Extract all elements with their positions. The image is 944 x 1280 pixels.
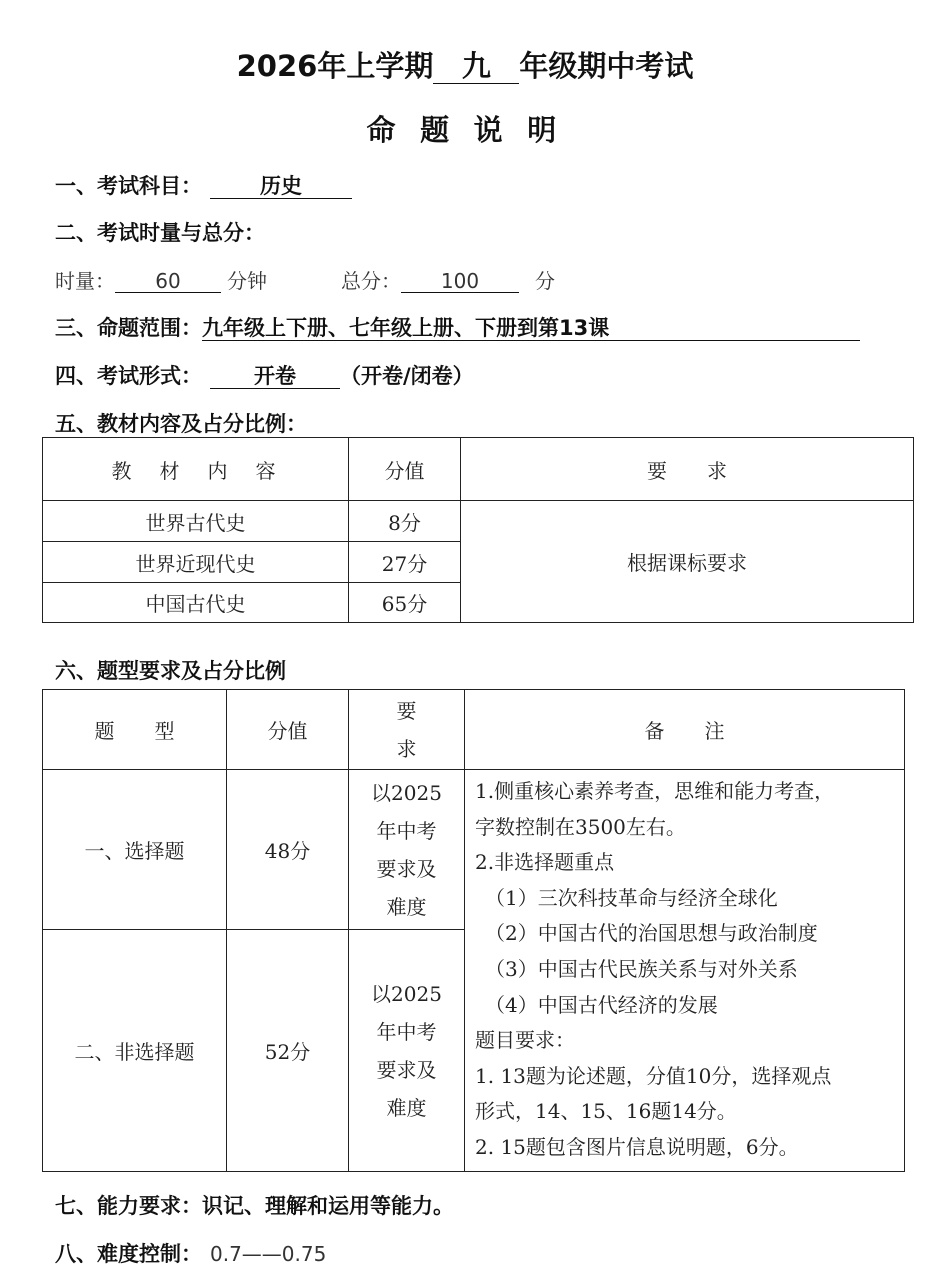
score-cell: 8分 [349, 501, 461, 542]
header-score: 分值 [349, 438, 461, 501]
section-scope [55, 312, 860, 342]
header-score: 分值 [227, 690, 349, 770]
notes-cell [465, 770, 905, 1172]
section5-label: 五、教材内容及占分比例： [55, 412, 307, 436]
header-req-line1: 要 [396, 698, 417, 723]
scope-value: 九年级上下册、七年级上册、下册到第13课 [202, 317, 860, 341]
score-cell: 52分 [227, 930, 349, 1172]
title-prefix: 2026年上学期 [236, 49, 434, 83]
difficulty-value: 0.7——0.75 [210, 1242, 327, 1266]
note-line: 1. 13题为论述题，分值10分，选择观点 [475, 1063, 832, 1088]
header-requirement [349, 690, 465, 770]
note-line: 字数控制在3500左右。 [475, 814, 686, 839]
time-value: 60 [115, 270, 221, 293]
table-row [43, 501, 914, 542]
req-line: 年中考 [376, 1019, 437, 1044]
score-cell: 48分 [227, 770, 349, 930]
section1-label: 一、考试科目： [55, 174, 202, 198]
note-line: 1.侧重核心素养考查，思维和能力考查， [475, 779, 835, 803]
question-type-table [42, 689, 905, 1172]
subject-value: 历史 [210, 175, 352, 199]
requirement-cell [349, 930, 465, 1172]
section3-label: 三、命题范围： [55, 316, 202, 340]
requirement-cell: 根据课标要求 [461, 501, 914, 623]
title-grade: 九 [433, 51, 519, 84]
header-content: 教 材 内 容 [43, 438, 349, 501]
document-subtitle: 命 题 说 明 [366, 113, 564, 147]
score-unit: 分 [535, 269, 555, 293]
req-line: 以2025 [371, 780, 442, 805]
section4-label: 四、考试形式： [55, 364, 202, 388]
req-line: 要求及 [376, 1057, 437, 1082]
form-value: 开卷 [210, 365, 340, 389]
header-type: 题 型 [43, 690, 227, 770]
section6-label: 六、题型要求及占分比例 [55, 659, 286, 683]
header-req-line2: 求 [396, 736, 417, 761]
note-line: 题目要求： [475, 1028, 575, 1053]
req-line: 难度 [386, 1095, 427, 1120]
content-cell: 世界近现代史 [43, 542, 349, 583]
note-line: （1）三次科技革命与经济全球化 [485, 885, 778, 910]
title-suffix: 年级期中考试 [519, 49, 694, 83]
req-line: 以2025 [371, 981, 442, 1006]
req-line: 难度 [386, 894, 427, 919]
section2-label: 二、考试时量与总分： [55, 221, 265, 245]
note-line: （3）中国古代民族关系与对外关系 [485, 956, 798, 981]
table-header-row [43, 690, 905, 770]
type-cell: 一、选择题 [43, 770, 227, 930]
type-cell: 二、非选择题 [43, 930, 227, 1172]
note-line: （2）中国古代的治国思想与政治制度 [485, 921, 818, 946]
header-requirement: 要 求 [461, 438, 914, 501]
section7-ability: 七、能力要求：识记、理解和运用等能力。 [55, 1194, 454, 1218]
section-difficulty [55, 1238, 326, 1268]
time-score-row [55, 265, 555, 294]
note-line: （4）中国古代经济的发展 [485, 992, 718, 1017]
content-cell: 世界古代史 [43, 501, 349, 542]
score-label: 总分： [341, 269, 401, 293]
score-value: 100 [401, 270, 519, 293]
req-line: 要求及 [376, 856, 437, 881]
time-unit: 分钟 [227, 269, 267, 293]
section8-label: 八、难度控制： [55, 1242, 202, 1266]
score-cell: 65分 [349, 583, 461, 623]
header-notes: 备 注 [465, 690, 905, 770]
requirement-cell [349, 770, 465, 930]
content-cell: 中国古代史 [43, 583, 349, 623]
section-subject [55, 170, 352, 200]
time-label: 时量： [55, 269, 115, 293]
section-form [55, 360, 474, 390]
form-options: （开卷/闭卷） [340, 364, 474, 388]
note-line: 2.非选择题重点 [475, 850, 615, 875]
content-ratio-table [42, 437, 914, 623]
note-line: 2. 15题包含图片信息说明题，6分。 [475, 1134, 799, 1159]
exam-title [0, 44, 930, 85]
score-cell: 27分 [349, 542, 461, 583]
req-line: 年中考 [376, 818, 437, 843]
table-row [43, 770, 905, 930]
table-header-row [43, 438, 914, 501]
note-line: 形式，14、15、16题14分。 [475, 1099, 737, 1124]
